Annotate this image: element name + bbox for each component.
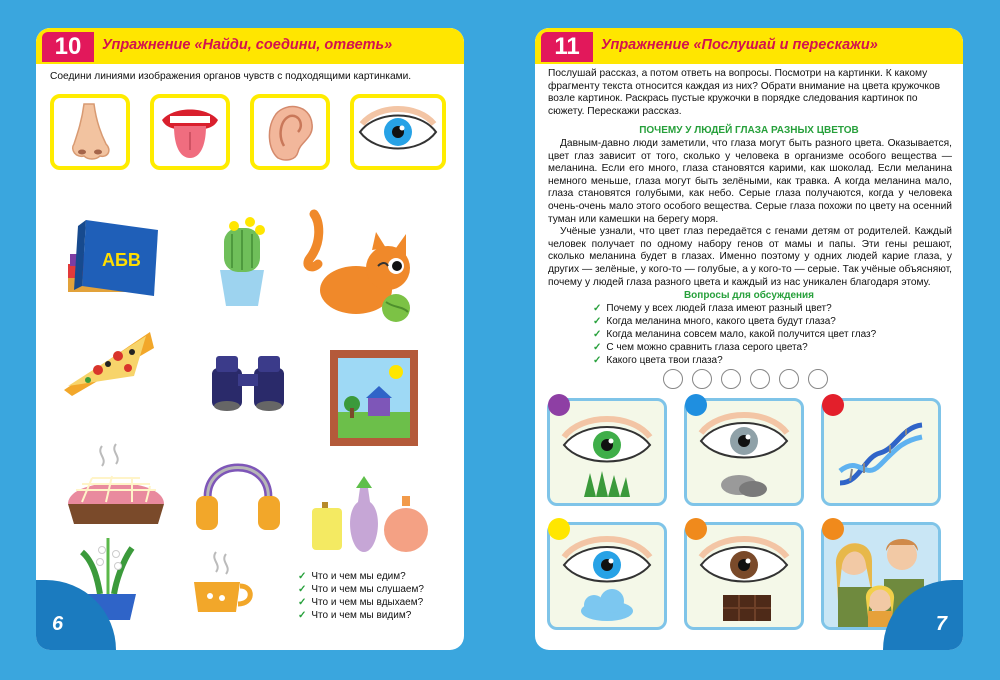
book-letters: АБВ bbox=[102, 250, 141, 270]
headphones-icon[interactable] bbox=[188, 448, 288, 534]
cat-with-yarn-icon[interactable] bbox=[298, 208, 418, 326]
empty-circle[interactable] bbox=[663, 369, 683, 389]
story-text bbox=[548, 138, 952, 289]
check-icon: ✓ bbox=[593, 342, 602, 353]
page-number: 6 bbox=[52, 613, 64, 635]
empty-circle[interactable] bbox=[692, 369, 712, 389]
card-dot bbox=[822, 518, 844, 540]
check-icon: ✓ bbox=[593, 329, 602, 340]
left-page bbox=[36, 28, 464, 650]
exercise-banner bbox=[535, 28, 963, 64]
pie-icon[interactable] bbox=[62, 440, 170, 536]
list-item: ✓ Что и чем мы вдыхаем? bbox=[298, 597, 424, 608]
check-icon: ✓ bbox=[298, 584, 307, 595]
list-item: ✓ Почему у всех людей глаза имеют разный цвет? bbox=[593, 303, 832, 314]
instruction: Соедини линиями изображения органов чувств с подходящими картинками. bbox=[50, 71, 412, 82]
brown-eye-icon bbox=[687, 525, 801, 627]
story-paragraph: Учёные узнали, что цвет глаз передаётся с генами детям от родителей. Каждый человек получает по одному набору генов от мамы и папы. Эти гены решают, сколько меланина будет в глазах. Именно поэтому у одних людей карие глаза, у других — зелёные, у кого-то — голубые, а у кого-то — серые. Так учёные объясняют, почему у людей глаза разного цвета и каждый из нас уникален благодаря этому. bbox=[548, 226, 952, 288]
list-item: ✓ Какого цвета твои глаза? bbox=[593, 355, 723, 366]
perfume-bottles-icon[interactable] bbox=[308, 472, 432, 562]
green-eye-icon bbox=[550, 401, 664, 503]
ear-icon bbox=[254, 98, 326, 166]
check-icon: ✓ bbox=[298, 597, 307, 608]
exercise-banner bbox=[36, 28, 464, 64]
questions-title: Вопросы для обсуждения bbox=[683, 290, 815, 301]
exercise-title: Упражнение «Найди, соедини, ответь» bbox=[102, 37, 393, 53]
list-item: ✓ Когда меланина много, какого цвета будут глаза? bbox=[593, 316, 836, 327]
pizza-icon[interactable] bbox=[58, 324, 158, 400]
blue-eye-icon bbox=[550, 525, 664, 627]
right-page bbox=[535, 28, 963, 650]
binoculars-icon[interactable] bbox=[208, 350, 292, 414]
intro-text: Послушай рассказ, а потом ответь на вопросы. Посмотри на картинки. К какому фрагменту текста относится каждая из них? Обрати внимание на цвета кружочков возле картинок. Раскрась пустые кружочки в порядке следования картинок по сюжету. Перескажи рассказ. bbox=[548, 68, 941, 117]
story-paragraph: Давным-давно люди заметили, что глаза могут быть разного цвета. Оказывается, цвет глаз зависит от того, сколько у человека в организме особого вещества — меланина. Если его много, глаза становятся карими, как шоколад. Если меланина немного меньше, глаза могут быть зелёными, как травка. А когда меланина мало, глаза становятся голубыми, как небо. Серые глаза получаются, когда у человека очень-очень мало этого особого вещества. Серые глаза похожи по цвету на осенний туман или камешки на берегу моря. bbox=[548, 138, 952, 225]
list-item: ✓ С чем можно сравнить глаза серого цвета? bbox=[593, 342, 808, 353]
exercise-number: 11 bbox=[541, 32, 593, 62]
card-dot bbox=[548, 518, 570, 540]
nose-icon bbox=[54, 98, 126, 166]
books-abc-icon[interactable] bbox=[64, 214, 162, 300]
card-dot bbox=[685, 518, 707, 540]
check-icon: ✓ bbox=[593, 303, 602, 314]
tongue-tile[interactable] bbox=[150, 94, 230, 170]
card-dot bbox=[548, 394, 570, 416]
left-question-list bbox=[298, 570, 424, 622]
check-icon: ✓ bbox=[593, 355, 602, 366]
card-dot bbox=[822, 394, 844, 416]
dna-icon bbox=[824, 401, 938, 503]
check-icon: ✓ bbox=[298, 610, 307, 621]
exercise-title: Упражнение «Послушай и перескажи» bbox=[601, 37, 878, 53]
empty-circle[interactable] bbox=[750, 369, 770, 389]
check-icon: ✓ bbox=[593, 316, 602, 327]
landscape-painting-icon[interactable] bbox=[328, 348, 420, 448]
empty-circle[interactable] bbox=[721, 369, 741, 389]
check-icon: ✓ bbox=[298, 571, 307, 582]
ear-tile[interactable] bbox=[250, 94, 330, 170]
card-dot bbox=[685, 394, 707, 416]
exercise-number: 10 bbox=[42, 32, 94, 62]
list-item: ✓ Что и чем мы видим? bbox=[298, 610, 412, 621]
eye-icon bbox=[354, 98, 442, 166]
list-item: ✓ Когда меланина совсем мало, какой получится цвет глаз? bbox=[593, 329, 877, 340]
tongue-icon bbox=[154, 98, 226, 166]
empty-circle[interactable] bbox=[808, 369, 828, 389]
tea-cup-icon[interactable] bbox=[188, 548, 256, 618]
list-item: ✓ Что и чем мы слушаем? bbox=[298, 584, 424, 595]
gray-eye-icon bbox=[687, 401, 801, 503]
page-number: 7 bbox=[935, 613, 947, 635]
cactus-icon[interactable] bbox=[212, 214, 272, 310]
eye-tile[interactable] bbox=[350, 94, 446, 170]
nose-tile[interactable] bbox=[50, 94, 130, 170]
list-item: ✓ Что и чем мы едим? bbox=[298, 571, 406, 582]
right-question-list bbox=[593, 302, 876, 367]
story-title: ПОЧЕМУ У ЛЮДЕЙ ГЛАЗА РАЗНЫХ ЦВЕТОВ bbox=[639, 125, 859, 136]
empty-circle[interactable] bbox=[779, 369, 799, 389]
